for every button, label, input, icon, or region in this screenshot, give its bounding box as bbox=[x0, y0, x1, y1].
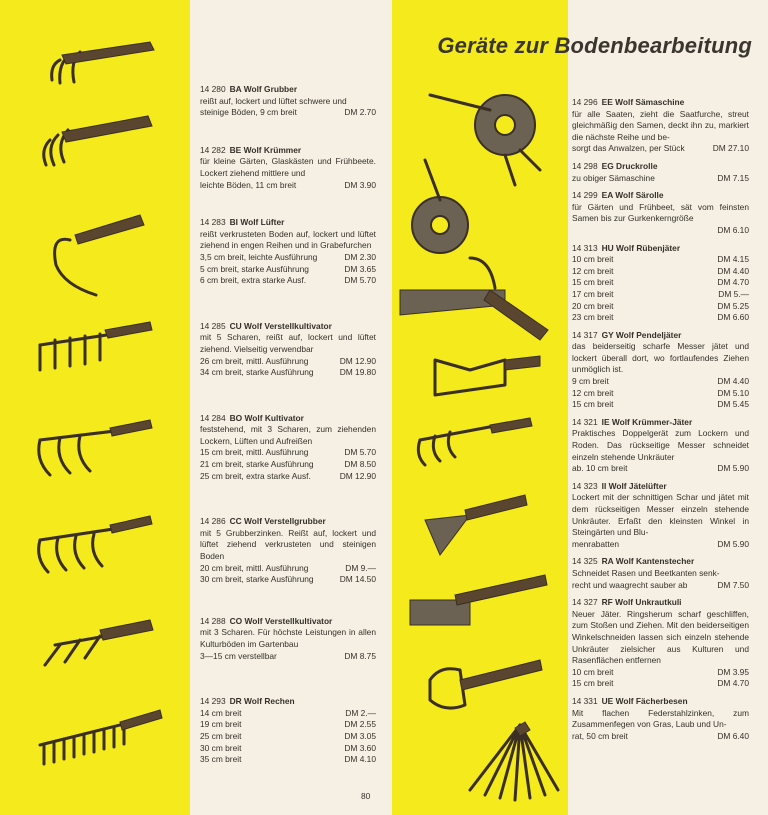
price: DM 27.10 bbox=[712, 143, 749, 154]
product-column-left bbox=[200, 84, 376, 766]
size-label: leichte Böden, 11 cm breit bbox=[200, 179, 297, 190]
verstellkultivator-co-illustration bbox=[45, 620, 153, 665]
product-description: reißt verkrusteten Boden auf, lockert und lüftet ziehend in engen Reihen und in Grabefurchen bbox=[200, 228, 376, 251]
price-row bbox=[200, 708, 376, 720]
product-code: 14 282 bbox=[200, 144, 226, 155]
size-label: 30 cm breit, starke Ausführung bbox=[200, 574, 314, 585]
kruemmer-illustration bbox=[44, 116, 152, 165]
jaeteluefter-illustration bbox=[425, 495, 527, 555]
price: DM 4.70 bbox=[717, 277, 749, 288]
product-description: Lockert mit der schnittigen Schar und jätet mit dem rückseitigen Messer einzeln stehende Unkräuter. Erfaßt den kleinsten Winkel in Steingärten und Blu- bbox=[572, 492, 749, 538]
product-code: 14 323 bbox=[572, 480, 598, 491]
price-row bbox=[200, 447, 376, 459]
product-name: HU Wolf Rübenjäter bbox=[601, 242, 681, 253]
size-label: 12 cm breit bbox=[572, 265, 614, 276]
kantenstecher-illustration bbox=[410, 575, 547, 625]
price-row bbox=[200, 471, 376, 483]
product-heading bbox=[200, 217, 376, 229]
price-row bbox=[572, 289, 749, 301]
product-name: BE Wolf Krümmer bbox=[229, 144, 302, 155]
product-name: RF Wolf Unkrautkuli bbox=[601, 597, 682, 608]
size-label: 12 cm breit bbox=[572, 387, 614, 398]
price: DM 2.70 bbox=[344, 107, 376, 118]
product-heading bbox=[200, 696, 376, 708]
rechen-illustration bbox=[40, 710, 162, 764]
product-description: Neuer Jäter. Ringsherum scharf geschliffen, zum Stoßen und Ziehen. Mit den beiderseitigen Winkelschneiden lassen sich einzeln stehende Unkräuter zielsicher aus Kulturen und Rasenflächen entfernen bbox=[572, 608, 749, 666]
product-description: für Gärten und Frühbeet, sät vom feinsten Samen bis zur Gurkenkerngröße bbox=[572, 201, 749, 224]
product-description: für kleine Gärten, Glaskästen und Frühbeete. Lockert ziehend mittlere und bbox=[200, 156, 376, 178]
price-row bbox=[572, 580, 749, 592]
product-heading bbox=[200, 84, 376, 96]
price-row bbox=[200, 743, 376, 755]
product-entry bbox=[200, 84, 376, 119]
product-heading bbox=[200, 321, 376, 333]
price-row bbox=[572, 254, 749, 266]
product-name: II Wolf Jätelüfter bbox=[601, 480, 667, 491]
size-label: 5 cm breit, starke Ausführung bbox=[200, 263, 309, 274]
product-code: 14 293 bbox=[200, 696, 226, 707]
product-entry bbox=[200, 321, 376, 379]
product-name: IE Wolf Krümmer-Jäter bbox=[601, 416, 693, 427]
size-label: 30 cm breit bbox=[200, 742, 242, 753]
price: DM 4.40 bbox=[717, 376, 749, 387]
price-row bbox=[200, 367, 376, 379]
product-heading bbox=[572, 330, 749, 342]
product-entry bbox=[572, 243, 749, 324]
size-label: 25 cm breit, extra starke Ausf. bbox=[200, 470, 311, 481]
size-label: sorgt das Anwalzen, per Stück bbox=[572, 143, 685, 154]
pendeljaeter-illustration bbox=[435, 356, 540, 395]
price: DM 4.15 bbox=[717, 254, 749, 265]
product-name: GY Wolf Pendeljäter bbox=[601, 329, 682, 340]
price-row bbox=[572, 678, 749, 690]
product-description: für alle Saaten, zieht die Saatfurche, streut gleichmäßig den Samen, deckt ihn zu, markiert die nächste Reihe und be- bbox=[572, 108, 749, 142]
product-heading bbox=[572, 481, 749, 493]
product-entry bbox=[200, 413, 376, 483]
size-label: 15 cm breit bbox=[572, 277, 614, 288]
size-label: 3—15 cm verstellbar bbox=[200, 650, 277, 661]
product-name: RA Wolf Kantenstecher bbox=[601, 556, 695, 567]
product-heading bbox=[572, 417, 749, 429]
product-code: 14 331 bbox=[572, 695, 598, 706]
price-row bbox=[200, 563, 376, 575]
product-code: 14 313 bbox=[572, 242, 598, 253]
product-description: Praktisches Doppelgerät zum Lockern und Roden. Das rückseitige Messer schneidet einzeln stehende Unkräuter bbox=[572, 428, 749, 462]
size-label: 26 cm breit, mittl. Ausführung bbox=[200, 355, 309, 366]
price: DM 8.50 bbox=[344, 459, 376, 470]
price: DM 6.40 bbox=[717, 730, 749, 741]
size-label: 21 cm breit, starke Ausführung bbox=[200, 459, 314, 470]
product-name: CU Wolf Verstellkultivator bbox=[229, 320, 332, 331]
luefter-illustration bbox=[55, 215, 144, 295]
size-label: 35 cm breit bbox=[200, 754, 242, 765]
product-code: 14 298 bbox=[572, 160, 598, 171]
product-code: 14 286 bbox=[200, 516, 226, 527]
saemaschine-illustration bbox=[430, 95, 540, 185]
size-label: 25 cm breit bbox=[200, 730, 242, 741]
price: DM 5.70 bbox=[344, 275, 376, 286]
product-name: EG Druckrolle bbox=[601, 160, 658, 171]
product-heading bbox=[200, 413, 376, 425]
price-row bbox=[572, 388, 749, 400]
price-row bbox=[572, 399, 749, 411]
price-row bbox=[200, 754, 376, 766]
size-label: 9 cm breit bbox=[572, 376, 609, 387]
price-row bbox=[200, 459, 376, 471]
product-heading bbox=[572, 556, 749, 568]
product-name: BI Wolf Lüfter bbox=[229, 217, 285, 228]
price-row bbox=[572, 539, 749, 551]
product-code: 14 280 bbox=[200, 84, 226, 94]
price: DM 3.95 bbox=[717, 666, 749, 677]
product-entry bbox=[572, 97, 749, 155]
product-entry bbox=[572, 330, 749, 411]
size-label: rat, 50 cm breit bbox=[572, 730, 628, 741]
size-label: 20 cm breit, mittl. Ausführung bbox=[200, 562, 309, 573]
price: DM 19.80 bbox=[339, 367, 376, 378]
price: DM 5.90 bbox=[717, 463, 749, 474]
size-label: 23 cm breit bbox=[572, 312, 614, 323]
product-description: mit 5 Grubberzinken. Reißt auf, lockert und lüftet ziehend verkrusteten und steinigen Boden bbox=[200, 527, 376, 562]
price: DM 9.— bbox=[345, 562, 376, 573]
price: DM 5.— bbox=[718, 288, 749, 299]
product-name: CO Wolf Verstellkultivator bbox=[229, 615, 333, 626]
verstellkultivator-illustration bbox=[40, 322, 152, 370]
price: DM 5.90 bbox=[717, 538, 749, 549]
price-row bbox=[200, 275, 376, 287]
price: DM 6.10 bbox=[717, 224, 749, 235]
price: DM 2.55 bbox=[344, 719, 376, 730]
product-heading bbox=[200, 516, 376, 528]
price-row bbox=[572, 667, 749, 679]
product-heading bbox=[572, 190, 749, 202]
size-label: 34 cm breit, starke Ausführung bbox=[200, 367, 314, 378]
price: DM 6.60 bbox=[717, 312, 749, 323]
price: DM 3.90 bbox=[344, 179, 376, 190]
product-code: 14 321 bbox=[572, 416, 598, 427]
price: DM 12.90 bbox=[339, 470, 376, 481]
price: DM 3.65 bbox=[344, 263, 376, 274]
price-row bbox=[200, 574, 376, 586]
product-name: DR Wolf Rechen bbox=[229, 696, 295, 707]
product-heading bbox=[572, 597, 749, 609]
size-label: 19 cm breit bbox=[200, 719, 242, 730]
page-number: 80 bbox=[361, 791, 371, 801]
price: DM 4.40 bbox=[717, 265, 749, 276]
size-label: 3,5 cm breit, leichte Ausführung bbox=[200, 251, 318, 262]
product-description: das beiderseitig scharfe Messer jätet und lockert überall dort, wo fortlaufendes Ziehen unmöglich ist. bbox=[572, 341, 749, 375]
size-label: 10 cm breit bbox=[572, 666, 614, 677]
verstellgrubber-illustration bbox=[39, 516, 152, 572]
product-code: 14 327 bbox=[572, 597, 598, 608]
price: DM 2.— bbox=[345, 707, 376, 718]
product-name: BA Wolf Grubber bbox=[229, 84, 298, 94]
size-label: 17 cm breit bbox=[572, 288, 614, 299]
size-label: zu obiger Sämaschine bbox=[572, 172, 655, 183]
product-code: 14 283 bbox=[200, 217, 226, 228]
price-row bbox=[572, 312, 749, 324]
price-row bbox=[572, 301, 749, 313]
product-entry bbox=[572, 481, 749, 551]
size-label: 14 cm breit bbox=[200, 707, 242, 718]
product-entry bbox=[200, 217, 376, 287]
kruemmer-jaeter-illustration bbox=[418, 418, 532, 465]
price: DM 5.10 bbox=[717, 387, 749, 398]
price-row bbox=[200, 264, 376, 276]
size-label: 6 cm breit, extra starke Ausf. bbox=[200, 275, 307, 286]
size-label: steinige Böden, 9 cm breit bbox=[200, 107, 297, 118]
price: DM 3.60 bbox=[344, 742, 376, 753]
product-description: mit 3 Scharen. Für höchste Leistungen in allen Kulturböden im Gartenbau bbox=[200, 627, 376, 649]
faecherbesen-illustration bbox=[470, 722, 558, 800]
saerolle-illustration bbox=[412, 160, 468, 253]
product-description: reißt auf, lockert und lüftet schwere und bbox=[200, 95, 347, 106]
product-entry bbox=[572, 556, 749, 591]
size-label: 10 cm breit bbox=[572, 254, 614, 265]
product-heading bbox=[572, 696, 749, 708]
product-entry bbox=[200, 616, 376, 662]
price: DM 5.25 bbox=[717, 300, 749, 311]
product-name: BO Wolf Kultivator bbox=[229, 412, 304, 423]
kultivator-illustration bbox=[39, 420, 152, 475]
product-heading bbox=[572, 161, 749, 173]
product-description: Mit flachen Federstahlzinken, zum Zusammenfegen von Gras, Laub und Un- bbox=[572, 707, 749, 730]
price-row bbox=[572, 277, 749, 289]
product-entry bbox=[572, 696, 749, 742]
price-row bbox=[200, 719, 376, 731]
price-row bbox=[200, 731, 376, 743]
product-name: EA Wolf Särolle bbox=[601, 190, 664, 201]
product-entry bbox=[572, 417, 749, 475]
price: DM 12.90 bbox=[339, 355, 376, 366]
product-code: 14 299 bbox=[572, 190, 598, 201]
price-row bbox=[572, 376, 749, 388]
price: DM 7.15 bbox=[717, 172, 749, 183]
size-label: 15 cm breit bbox=[572, 678, 614, 689]
price-row bbox=[200, 651, 376, 663]
product-name: EE Wolf Sämaschine bbox=[601, 97, 685, 107]
product-entry bbox=[572, 597, 749, 690]
price-row bbox=[572, 463, 749, 475]
price: DM 2.30 bbox=[344, 251, 376, 262]
product-code: 14 285 bbox=[200, 320, 226, 331]
product-entry bbox=[200, 516, 376, 586]
product-code: 14 325 bbox=[572, 556, 598, 567]
product-description: Schneidet Rasen und Beetkanten senk- bbox=[572, 567, 720, 578]
price: DM 7.50 bbox=[717, 579, 749, 590]
size-label: ab. 10 cm breit bbox=[572, 463, 628, 474]
price: DM 4.10 bbox=[344, 754, 376, 765]
ruebenjaeter-illustration bbox=[400, 258, 548, 340]
price: DM 14.50 bbox=[339, 574, 376, 585]
price-row bbox=[200, 356, 376, 368]
price: DM 3.05 bbox=[344, 730, 376, 741]
product-entry bbox=[572, 161, 749, 184]
grubber-illustration bbox=[52, 42, 154, 83]
price: DM 5.70 bbox=[344, 447, 376, 458]
product-description: feststehend, mit 3 Scharen, zum ziehenden Lockern, Lüften und Aufreißen bbox=[200, 424, 376, 446]
page-title: Geräte zur Bodenbearbeitung bbox=[437, 33, 752, 58]
price-row bbox=[572, 731, 749, 743]
price: DM 4.70 bbox=[717, 678, 749, 689]
product-code: 14 317 bbox=[572, 329, 598, 340]
product-code: 14 284 bbox=[200, 412, 226, 423]
price-row bbox=[572, 266, 749, 278]
size-label: 15 cm breit, mittl. Ausführung bbox=[200, 447, 309, 458]
price-row bbox=[572, 143, 749, 155]
product-name: UE Wolf Fächerbesen bbox=[601, 695, 688, 706]
product-entry bbox=[200, 145, 376, 191]
product-heading bbox=[572, 97, 749, 109]
size-label: menrabatten bbox=[572, 538, 620, 549]
price-row bbox=[200, 107, 376, 119]
product-name: CC Wolf Verstellgrubber bbox=[229, 516, 326, 527]
price-row bbox=[572, 225, 749, 237]
size-label: 15 cm breit bbox=[572, 399, 614, 410]
size-label: recht und waagrecht sauber ab bbox=[572, 579, 688, 590]
product-entry bbox=[200, 696, 376, 766]
product-code: 14 288 bbox=[200, 615, 226, 626]
product-heading bbox=[200, 145, 376, 157]
product-heading bbox=[200, 616, 376, 628]
price-row bbox=[200, 252, 376, 264]
product-entry bbox=[572, 190, 749, 236]
product-heading bbox=[572, 243, 749, 255]
unkrautkuli-illustration bbox=[430, 660, 542, 708]
product-description: mit 5 Scharen, reißt auf, lockert und lüftet ziehend. Vielseitig verwendbar bbox=[200, 332, 376, 354]
price: DM 8.75 bbox=[344, 650, 376, 661]
size-label: 20 cm breit bbox=[572, 300, 614, 311]
price-row bbox=[200, 180, 376, 192]
price-row bbox=[572, 173, 749, 185]
price: DM 5.45 bbox=[717, 399, 749, 410]
product-column-right bbox=[572, 97, 749, 742]
product-code: 14 296 bbox=[572, 97, 598, 107]
